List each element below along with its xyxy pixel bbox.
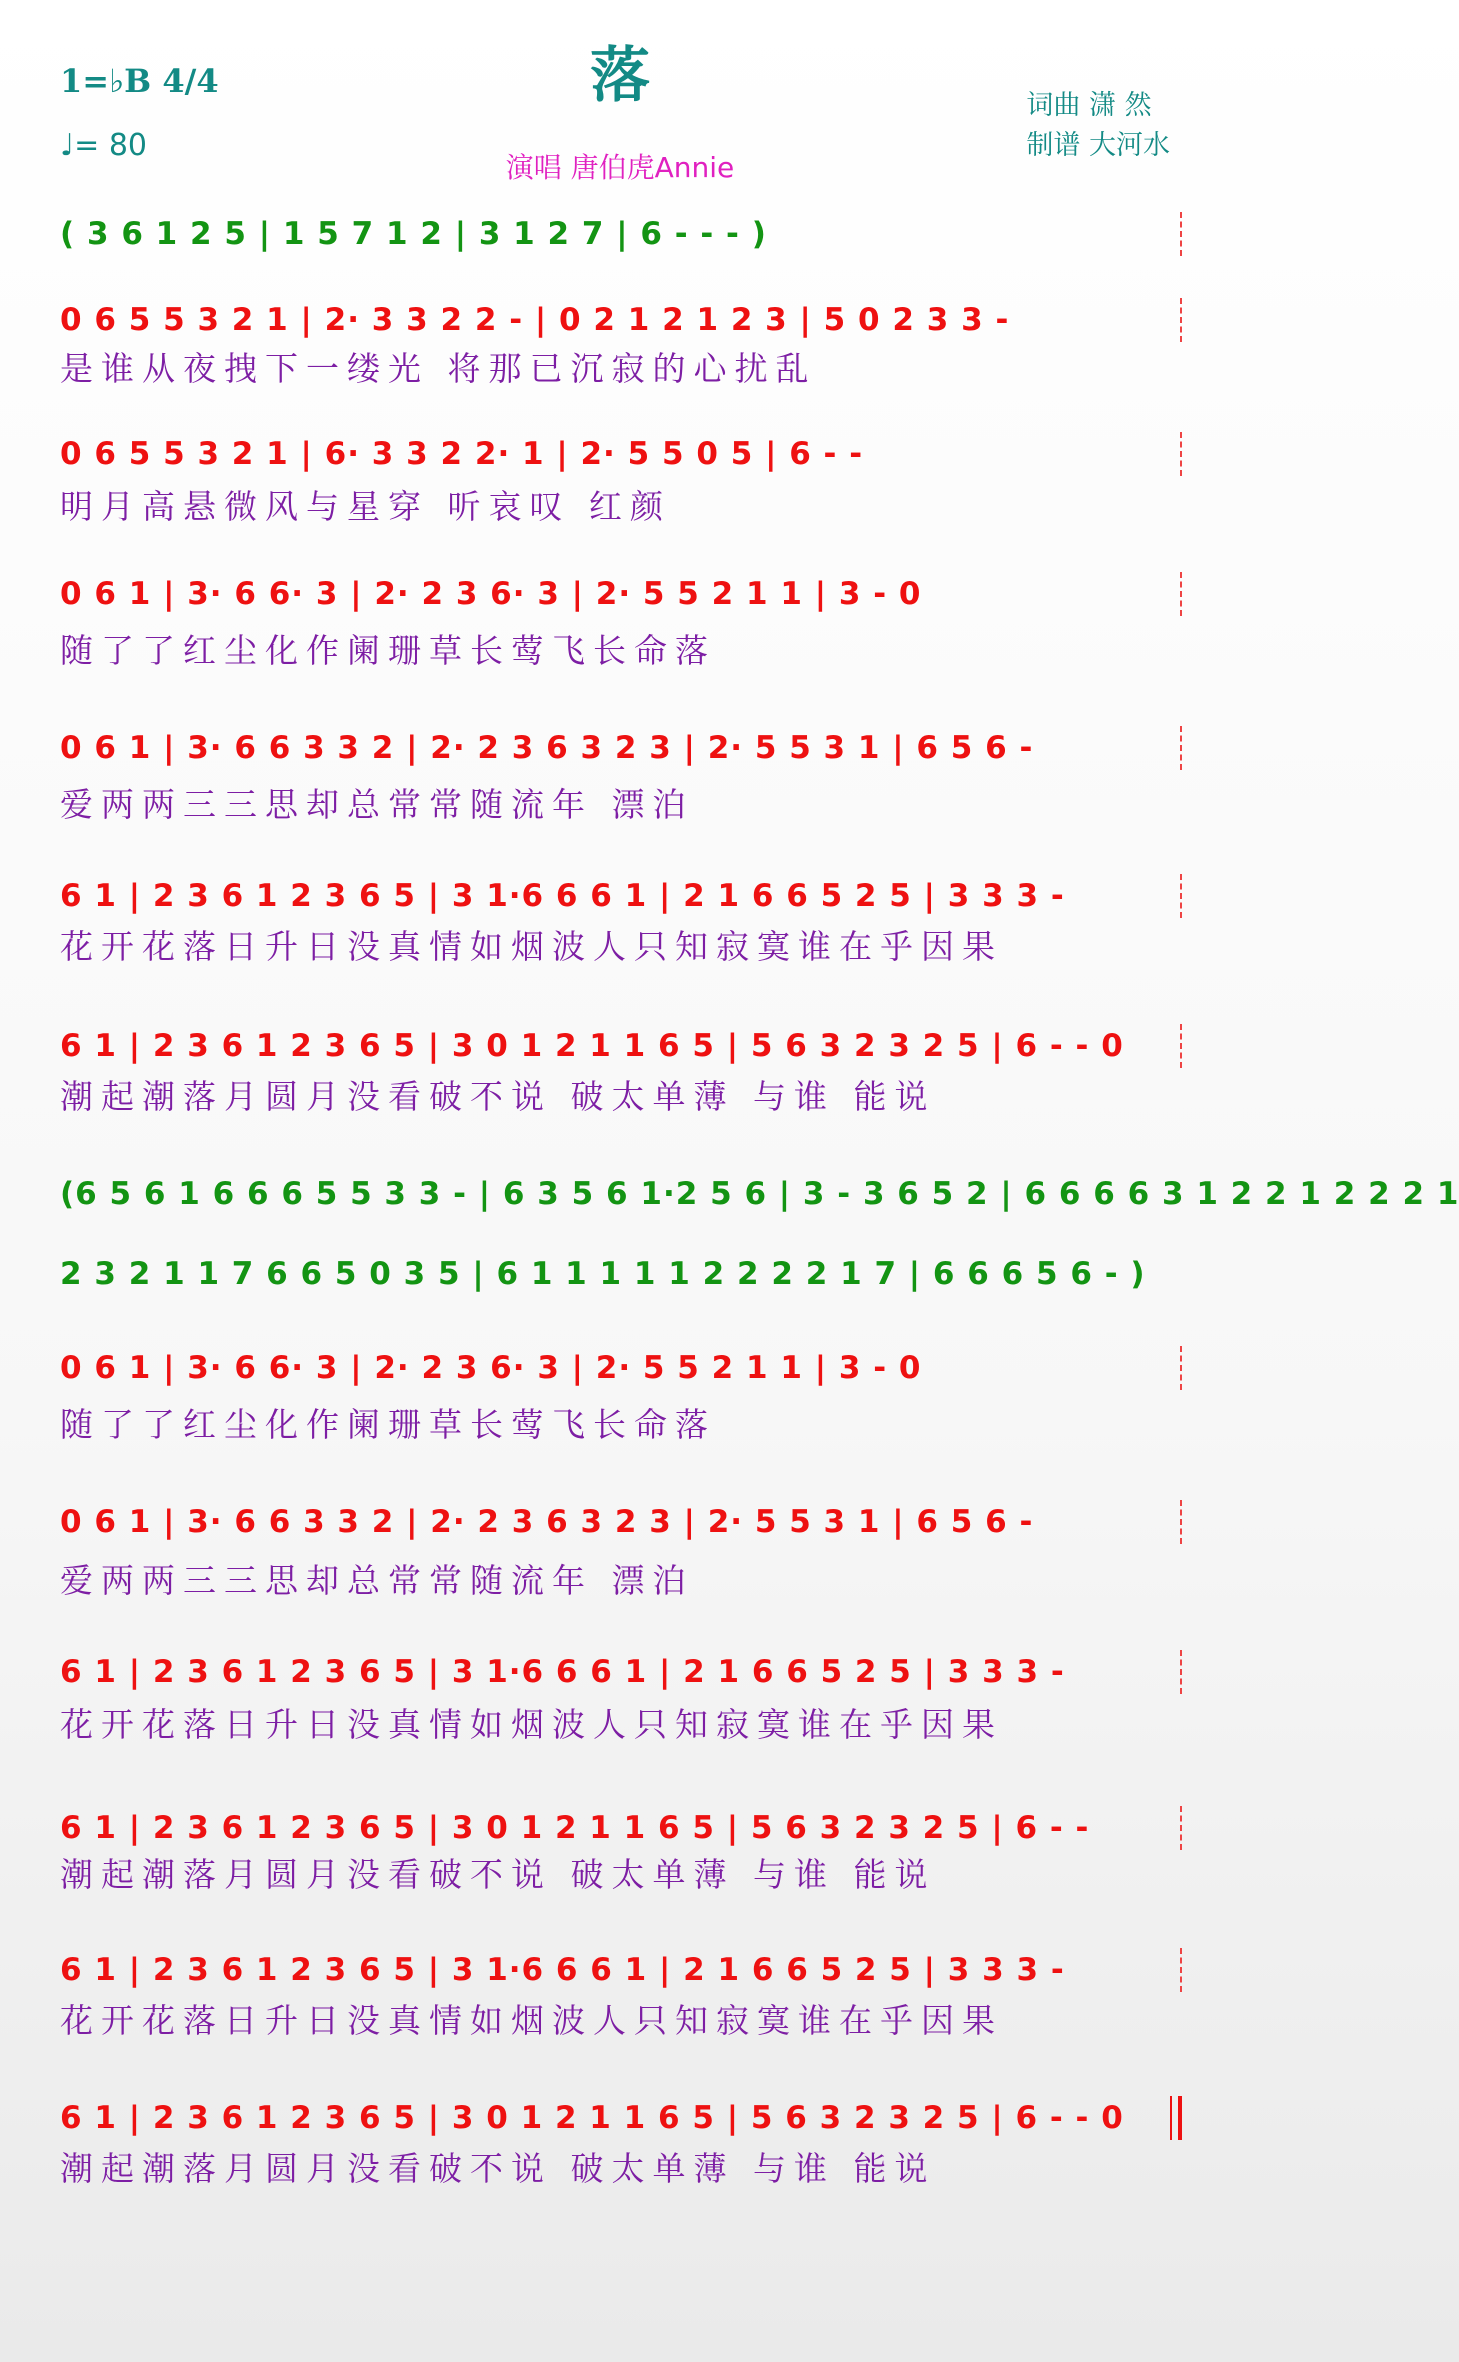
lyric-row: 花开花落日升日没真情如烟波人只知寂寞谁在乎因果 (60, 2000, 1003, 2040)
bar-line (1180, 1650, 1182, 1694)
lyric-row: 随了了红尘化作阑珊草长莺飞长命落 (60, 630, 716, 670)
notation-row: 0 6 5 5 3 2 1 | 6· 3 3 2 2· 1 | 2· 5 5 0 5 | 6 - - (60, 436, 864, 472)
notation-row: 0 6 1 | 3· 6 6· 3 | 2· 2 3 6· 3 | 2· 5 5 2 1 1 | 3 - 0 (60, 1350, 922, 1386)
key-signature: 1=♭B 4/4 (60, 62, 219, 100)
notation-row: 6 1 | 2 3 6 1 2 3 6 5 | 3 1·6 6 6 1 | 2 1 6 6 5 2 5 | 3 3 3 - (60, 878, 1065, 914)
notation-row: 6 1 | 2 3 6 1 2 3 6 5 | 3 0 1 2 1 1 6 5 | 5 6 3 2 3 2 5 | 6 - - 0 (60, 2100, 1124, 2136)
bar-line (1180, 212, 1182, 256)
lyric-row: 随了了红尘化作阑珊草长莺飞长命落 (60, 1404, 716, 1444)
bar-line (1180, 298, 1182, 342)
interlude-row: 2 3 2 1 1 7 6 6 5 0 3 5 | 6 1 1 1 1 1 2 2 2 2 1 7 | 6 6 6 5 6 - ) (60, 1256, 1146, 1292)
lyric-row: 花开花落日升日没真情如烟波人只知寂寞谁在乎因果 (60, 1704, 1003, 1744)
lyric-row: 是谁从夜拽下一缕光 将那已沉寂的心扰乱 (60, 348, 817, 388)
lyric-row: 潮起潮落月圆月没看破不说 破太单薄 与谁 能说 (60, 1854, 936, 1894)
lyric-row: 潮起潮落月圆月没看破不说 破太单薄 与谁 能说 (60, 2148, 936, 2188)
interlude-row: (6 5 6 1 6 6 6 5 5 3 3 - | 6 3 5 6 1·2 5 6 | 3 - 3 6 5 2 | 6 6 6 6 3 1 2 2 1 2 2 2 1 (60, 1176, 1459, 1212)
notation-row: 0 6 1 | 3· 6 6 3 3 2 | 2· 2 3 6 3 2 3 | 2· 5 5 3 1 | 6 5 6 - (60, 1504, 1034, 1540)
transcriber: 制谱 大河水 (1026, 130, 1170, 161)
lyric-row: 爱两两三三思却总常常随流年 漂泊 (60, 784, 694, 824)
bar-line (1180, 1500, 1182, 1544)
notation-row: 6 1 | 2 3 6 1 2 3 6 5 | 3 1·6 6 6 1 | 2 1 6 6 5 2 5 | 3 3 3 - (60, 1654, 1065, 1690)
notation-row: 0 6 1 | 3· 6 6 3 3 2 | 2· 2 3 6 3 2 3 | 2· 5 5 3 1 | 6 5 6 - (60, 730, 1034, 766)
bar-line (1180, 432, 1182, 476)
lyric-row: 花开花落日升日没真情如烟波人只知寂寞谁在乎因果 (60, 926, 1003, 966)
bar-line (1180, 874, 1182, 918)
bar-line (1180, 1806, 1182, 1850)
singer-credit: 演唱 唐伯虎Annie (505, 151, 735, 184)
bar-line (1180, 1024, 1182, 1068)
intro-row: ( 3 6 1 2 5 | 1 5 7 1 2 | 3 1 2 7 | 6 - - - ) (60, 216, 767, 252)
song-title: 落 (590, 41, 650, 111)
bar-line (1180, 1948, 1182, 1992)
final-bar-line (1170, 2096, 1182, 2140)
bar-line (1180, 1346, 1182, 1390)
tempo-marking: ♩= 80 (60, 128, 147, 163)
lyric-row: 爱两两三三思却总常常随流年 漂泊 (60, 1560, 694, 1600)
notation-row: 6 1 | 2 3 6 1 2 3 6 5 | 3 0 1 2 1 1 6 5 | 5 6 3 2 3 2 5 | 6 - - (60, 1810, 1090, 1846)
bar-line (1180, 572, 1182, 616)
notation-row: 0 6 1 | 3· 6 6· 3 | 2· 2 3 6· 3 | 2· 5 5 2 1 1 | 3 - 0 (60, 576, 922, 612)
bar-line (1180, 726, 1182, 770)
notation-row: 0 6 5 5 3 2 1 | 2· 3 3 2 2 - | 0 2 1 2 1 2 3 | 5 0 2 3 3 - (60, 302, 1010, 338)
credits (1026, 86, 1170, 166)
notation-row: 6 1 | 2 3 6 1 2 3 6 5 | 3 0 1 2 1 1 6 5 | 5 6 3 2 3 2 5 | 6 - - 0 (60, 1028, 1124, 1064)
lyric-row: 潮起潮落月圆月没看破不说 破太单薄 与谁 能说 (60, 1076, 936, 1116)
lyricist-composer: 词曲 潇 然 (1026, 90, 1152, 121)
lyric-row: 明月高悬微风与星穿 听哀叹 红颜 (60, 486, 671, 526)
notation-row: 6 1 | 2 3 6 1 2 3 6 5 | 3 1·6 6 6 1 | 2 1 6 6 5 2 5 | 3 3 3 - (60, 1952, 1065, 1988)
